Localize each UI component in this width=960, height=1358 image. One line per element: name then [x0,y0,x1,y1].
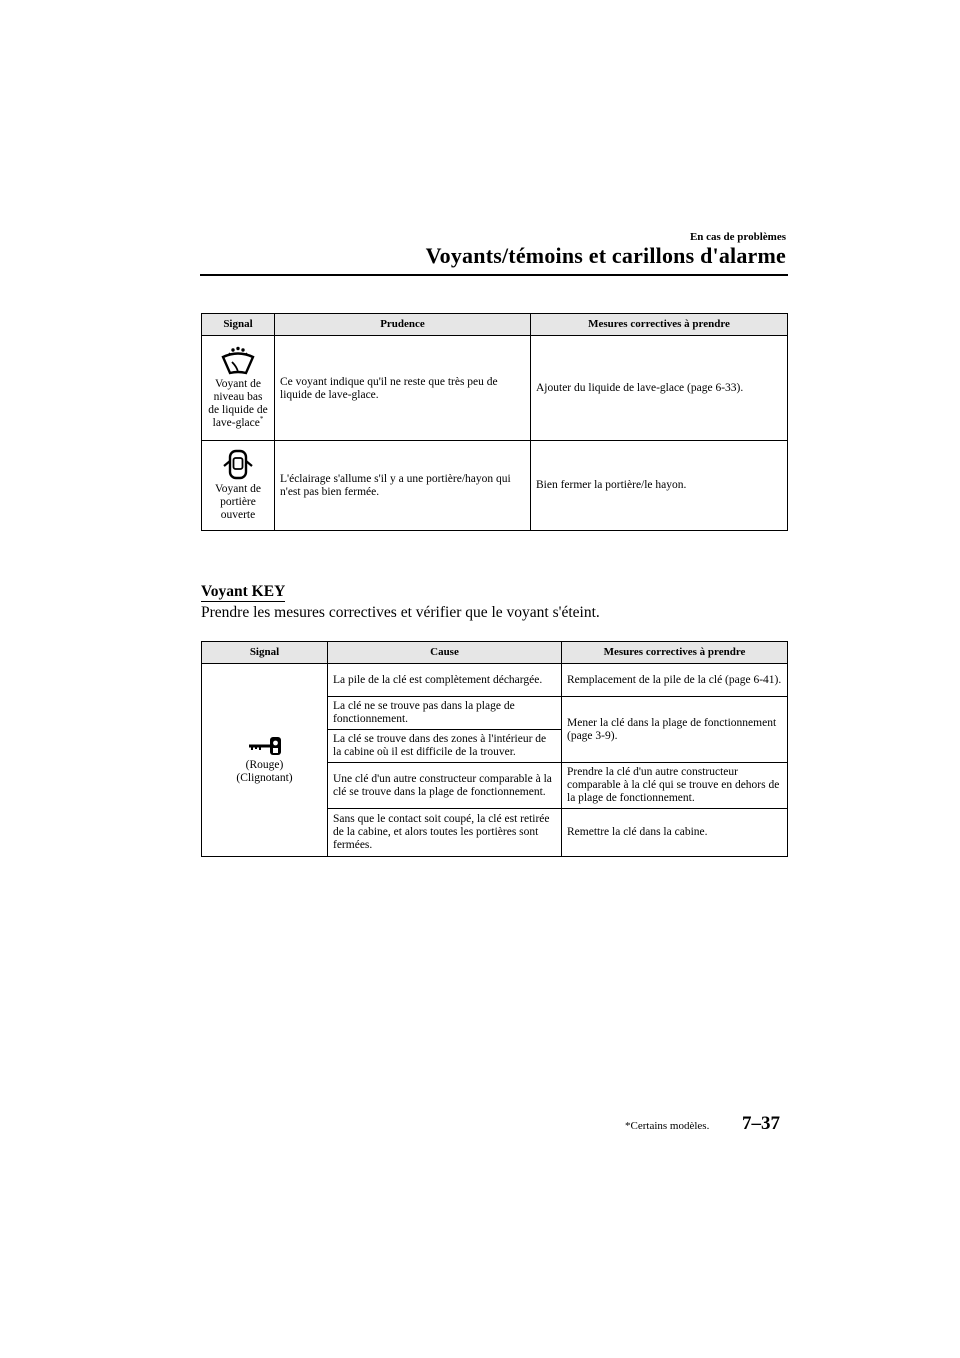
signal-label-line: Voyant de [214,378,262,390]
cause-cell: La clé se trouve dans des zones à l'intérieur de la cabine où il est difficile de la trouver. [328,730,562,763]
signal-label-line: de liquide de [208,404,268,416]
table-row [202,441,788,531]
section-title: Voyant KEY [201,583,286,600]
table-header-row [202,642,788,664]
cause-cell: Sans que le contact soit coupé, la clé est retirée de la cabine, et alors toutes les portières sont fermées. [328,809,562,857]
table-row [202,336,788,441]
signal-cell [202,441,275,531]
column-header-mesures: Mesures correctives à prendre [531,314,788,336]
key-warning-table [201,641,788,857]
prudence-cell: Ce voyant indique qu'il ne reste que très peu de liquide de lave-glace. [275,336,531,441]
section-text: Prendre les mesures correctives et vérifier que le voyant s'éteint. [201,604,600,621]
page-title: Voyants/témoins et carillons d'alarme [425,243,786,268]
signal-label-line: (Rouge) [245,759,284,771]
signal-label-line: portière [220,496,256,508]
column-header-mesures: Mesures correctives à prendre [562,642,788,664]
cause-cell: La clé ne se trouve pas dans la plage de fonctionnement. [328,697,562,730]
signal-label-line: ouverte [220,509,256,521]
signal-label-line: (Clignotant) [236,772,293,784]
washer-fluid-icon [220,346,256,376]
mesures-cell: Prendre la clé d'un autre constructeur comparable à la clé qui se trouve en dehors de la plage de fonctionnement. [562,763,788,809]
warning-table [201,313,788,531]
column-header-signal: Signal [202,314,275,336]
mesures-cell: Bien fermer la portière/le hayon. [531,441,788,531]
column-header-cause: Cause [328,642,562,664]
mesures-cell: Remettre la clé dans la cabine. [562,809,788,857]
signal-cell [202,336,275,441]
footnote: *Certains modèles. [625,1120,710,1132]
key-icon [247,735,283,757]
table-row [202,664,788,697]
table-header-row [202,314,788,336]
door-open-icon [223,449,253,481]
cause-cell: Une clé d'un autre constructeur comparable à la clé se trouve dans la plage de fonctionnement. [328,763,562,809]
signal-label-line: niveau bas [213,391,263,403]
page-number: 7–37 [742,1113,780,1134]
header-rule [200,274,788,276]
signal-label-line: Voyant de [214,483,262,495]
column-header-signal: Signal [202,642,328,664]
signal-cell [202,664,328,857]
cause-cell: La pile de la clé est complètement déchargée. [328,664,562,697]
header-section: En cas de problèmes [689,231,786,243]
mesures-cell: Mener la clé dans la plage de fonctionnement (page 3-9). [562,697,788,763]
column-header-prudence: Prudence [275,314,531,336]
mesures-cell: Ajouter du liquide de lave-glace (page 6-33). [531,336,788,441]
signal-label-line: lave-glace* [212,415,264,429]
mesures-cell: Remplacement de la pile de la clé (page 6-41). [562,664,788,697]
footnote-marker: * [259,415,264,424]
prudence-cell: L'éclairage s'allume s'il y a une portière/hayon qui n'est pas bien fermée. [275,441,531,531]
